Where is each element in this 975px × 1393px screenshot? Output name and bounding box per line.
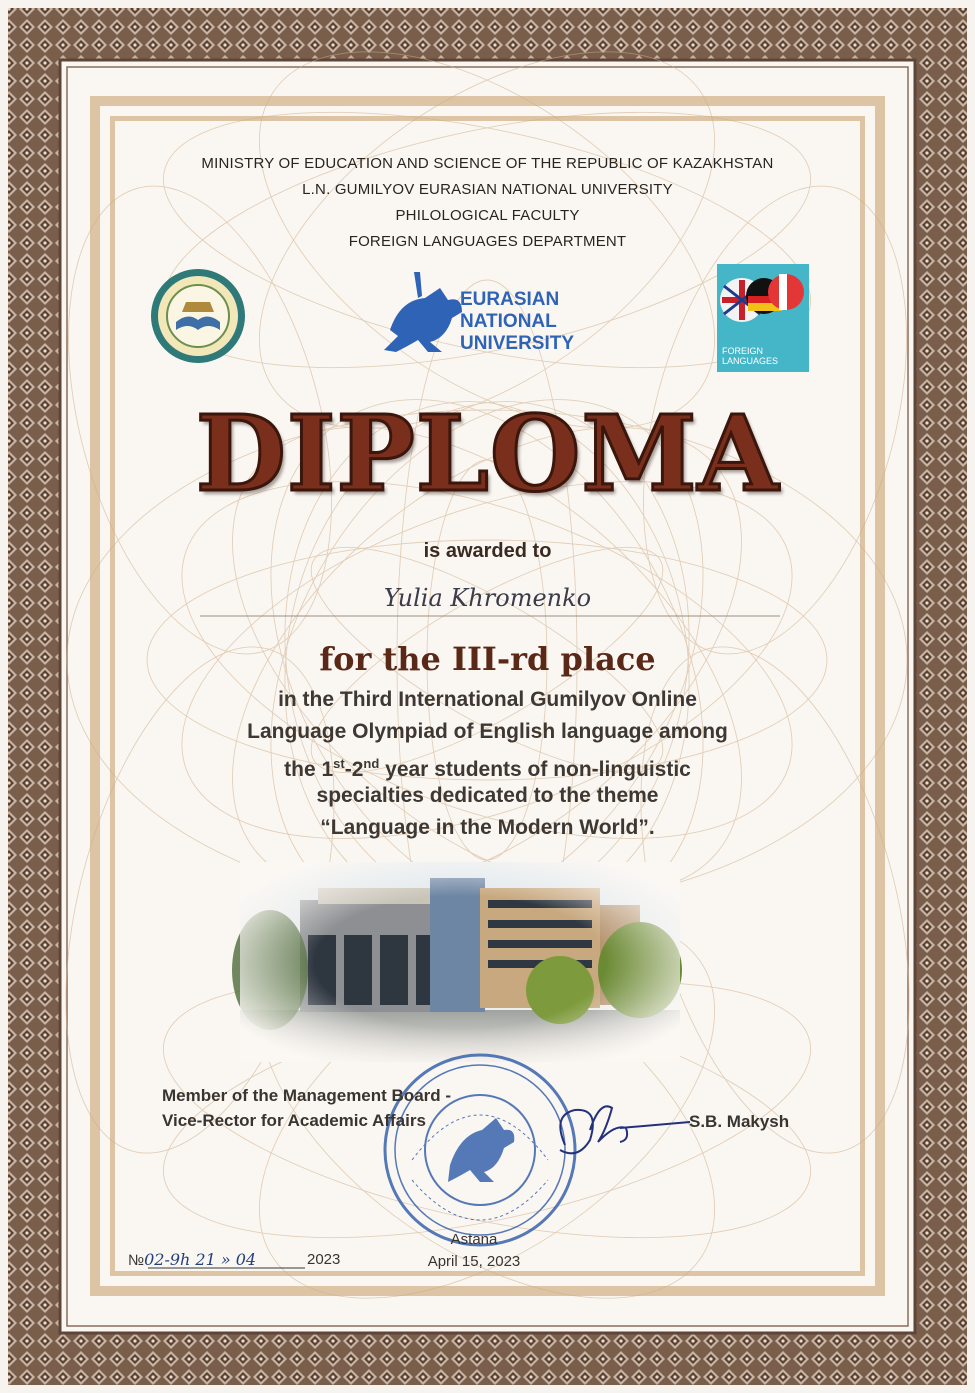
signatory-role-2: Vice-Rector for Academic Affairs [162, 1111, 426, 1130]
recipient-name: Yulia Khromenko [383, 584, 592, 612]
university-building-photo [232, 862, 682, 1062]
university-logo-line2: NATIONAL [460, 311, 557, 332]
body-line-3-part-c: year students of non-linguistic [379, 758, 691, 781]
signatory-name: S.B. Makysh [689, 1112, 790, 1131]
ordinal-nd: nd [363, 756, 380, 771]
awarded-label: is awarded to [423, 540, 552, 562]
ministry-header: MINISTRY OF EDUCATION AND SCIENCE OF THE REPUBLIC OF KAZAKHSTAN [201, 155, 774, 172]
dept-logo-line1: FOREIGN [722, 346, 764, 356]
foreign-languages-logo [717, 264, 809, 372]
ordinal-st: st [333, 756, 345, 771]
body-line-2: Language Olympiad of English language among [247, 720, 728, 743]
dept-logo-line2: LANGUAGES [722, 356, 779, 366]
faculty-header: PHILOLOGICAL FACULTY [395, 207, 580, 224]
issue-date: April 15, 2023 [427, 1253, 521, 1270]
body-line-4: specialties dedicated to the theme [316, 784, 659, 807]
philological-faculty-seal-logo [151, 269, 245, 363]
city: Astana [450, 1231, 498, 1248]
university-logo-line3: UNIVERSITY [460, 333, 575, 354]
signatory-role-1: Member of the Management Board - [162, 1086, 452, 1105]
registration-handwritten: 02-9h 21 » 04 [144, 1250, 257, 1269]
place-heading: for the III-rd place [319, 640, 656, 678]
diploma-title: DIPLOMA [195, 392, 780, 515]
body-line-3-part-a: the 1 [284, 758, 334, 781]
body-line-1: in the Third International Gumilyov Online [278, 688, 697, 711]
body-line-5: “Language in the Modern World”. [320, 816, 655, 839]
university-header: L.N. GUMILYOV EURASIAN NATIONAL UNIVERSITY [302, 181, 673, 198]
body-line-3-part-b: -2 [344, 758, 364, 781]
registration-number [128, 1250, 256, 1269]
university-logo-line1: EURASIAN [460, 289, 560, 310]
registration-year: 2023 [307, 1251, 341, 1268]
registration-prefix: № [128, 1252, 145, 1269]
department-header: FOREIGN LANGUAGES DEPARTMENT [348, 233, 627, 250]
